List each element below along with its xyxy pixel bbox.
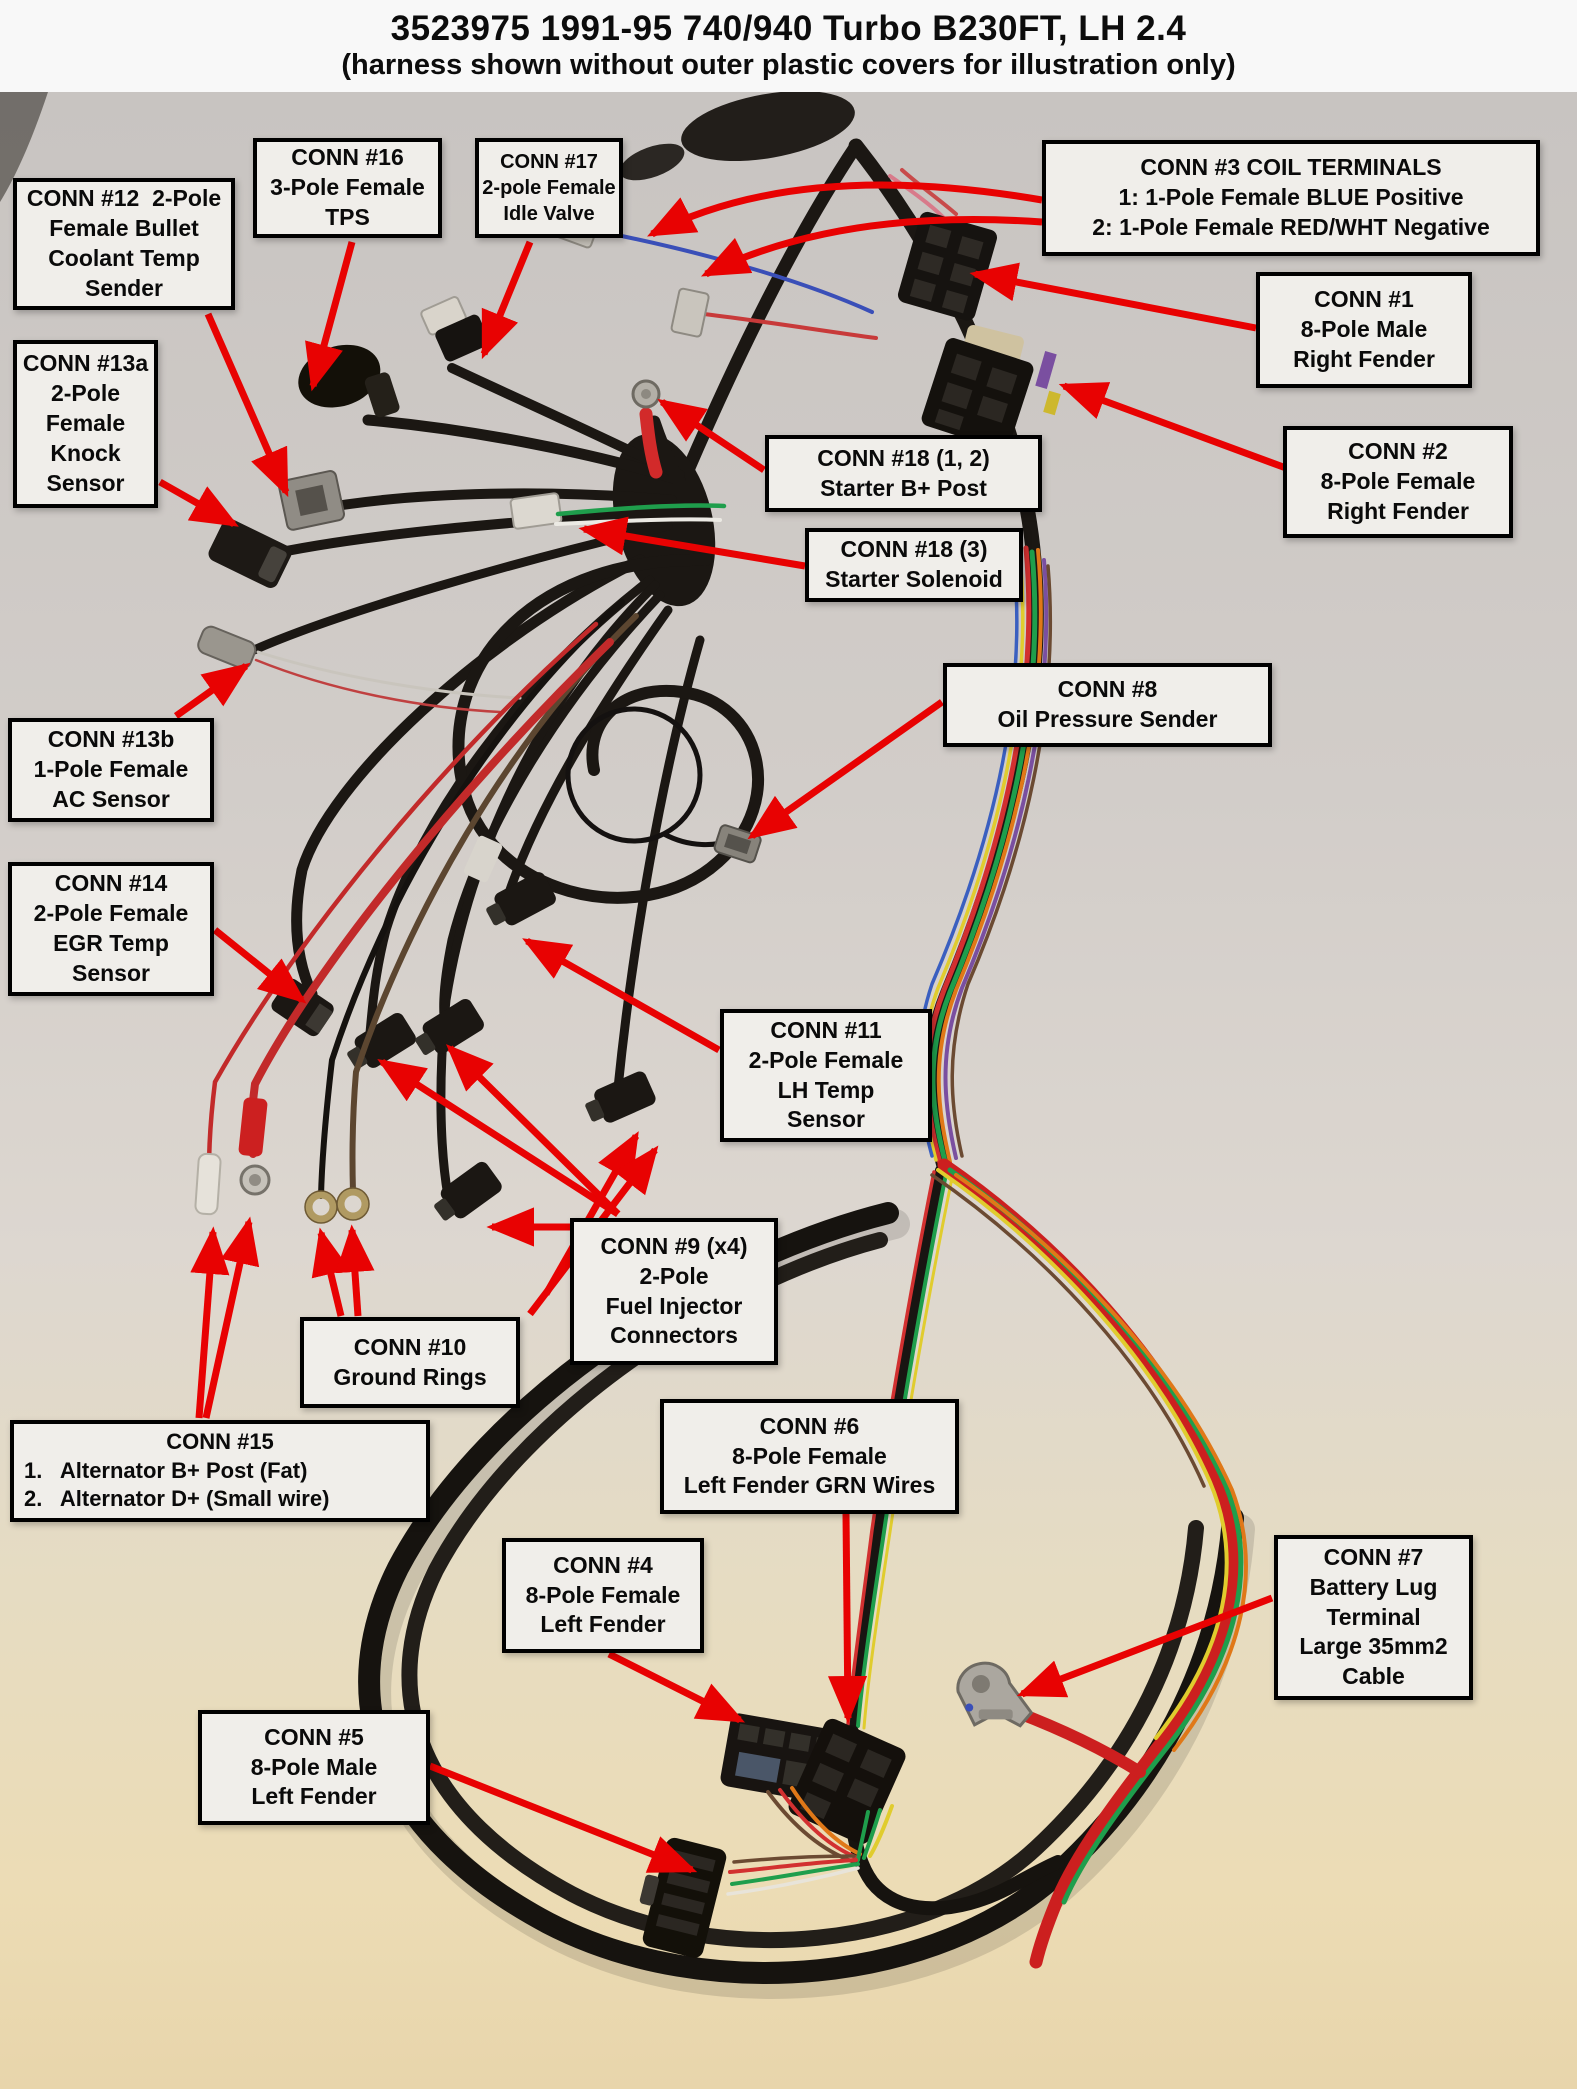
page-subtitle: (harness shown without outer plastic covers for illustration only) — [341, 49, 1236, 82]
callout-text: 2-Pole Female — [33, 900, 189, 927]
callout-text: 8-Pole Female — [1320, 468, 1476, 495]
callout-text: CONN #17 — [500, 151, 598, 173]
callout-text: 2: 1-Pole Female RED/WHT Negative — [1092, 213, 1490, 240]
callout-text: CONN #10 — [353, 1333, 467, 1360]
callout-text: TPS — [325, 203, 370, 230]
callout-text: Starter B+ Post — [820, 474, 987, 501]
callout-text: 2-Pole — [639, 1262, 709, 1289]
callout-text: Sensor — [72, 959, 150, 986]
callout-text: Left Fender — [251, 1783, 377, 1810]
coolant-temp-connector — [278, 470, 345, 531]
callout-text: Coolant Temp — [48, 245, 200, 271]
callout-text: 8-Pole Female — [732, 1442, 887, 1469]
callout-text: Cable — [1342, 1663, 1405, 1690]
callout-text: 8-Pole Male — [250, 1753, 378, 1780]
callout-text: LH Temp — [777, 1076, 875, 1103]
callout-text: Knock — [50, 439, 121, 466]
callout-text: AC Sensor — [52, 785, 170, 812]
callout-text: Oil Pressure Sender — [997, 706, 1218, 732]
callout-text: 3-Pole Female — [270, 174, 425, 201]
callout-text: CONN #1 — [1314, 286, 1414, 313]
callout-text: Female — [45, 410, 126, 437]
callout-text: 2-Pole — [50, 380, 121, 407]
callout-text: 2-Pole Female — [748, 1046, 904, 1073]
callout-text: Right Fender — [1293, 345, 1435, 372]
callout-text: 1. Alternator B+ Post (Fat) — [24, 1457, 308, 1483]
callout-text: CONN #14 — [54, 870, 168, 897]
callout-text: CONN #11 — [770, 1016, 882, 1043]
callout-text: CONN #13b — [47, 726, 175, 753]
callout-text: CONN #18 (1, 2) — [817, 444, 990, 471]
callout-text: 1: 1-Pole Female BLUE Positive — [1118, 184, 1464, 211]
callout-text: CONN #16 — [291, 144, 404, 171]
callout-text: CONN #7 — [1323, 1543, 1424, 1570]
callout-text: CONN #8 — [1057, 676, 1158, 703]
callout-text: EGR Temp — [53, 930, 169, 956]
callout-text: Left Fender GRN Wires — [683, 1472, 936, 1499]
callout-text: Connectors — [610, 1322, 738, 1349]
pointer-arrow — [846, 1514, 848, 1718]
callout-text: Fuel Injector — [605, 1292, 743, 1319]
page-title: 3523975 1991-95 740/940 Turbo B230FT, LH 2.4 — [390, 9, 1187, 49]
callout-text: CONN #13a — [22, 350, 149, 377]
callout-text: CONN #3 COIL TERMINALS — [1140, 154, 1442, 181]
callout-text: 1-Pole Female — [33, 756, 189, 783]
callout-text: 8-Pole Male — [1300, 316, 1428, 343]
alternator-dplus-bullet — [195, 1153, 221, 1214]
callout-text: CONN #2 — [1348, 438, 1448, 465]
callout-text: Ground Rings — [333, 1363, 487, 1390]
callout-text: 2. Alternator D+ (Small wire) — [24, 1486, 330, 1512]
title-strip — [0, 0, 1577, 92]
callout-text: CONN #5 — [264, 1723, 364, 1750]
callout-text: Terminal — [1326, 1603, 1421, 1630]
callout-text: Large 35mm2 — [1299, 1633, 1448, 1660]
callout-text: 2-pole Female — [482, 177, 616, 199]
callout-text: Battery Lug — [1309, 1573, 1438, 1600]
callout-text: Sender — [85, 274, 163, 301]
callout-text: Sensor — [787, 1106, 865, 1133]
callout-text: Right Fender — [1327, 497, 1469, 524]
callout-text: 8-Pole Female — [525, 1581, 681, 1608]
callout-text: Idle Valve — [503, 203, 595, 225]
callout-text: Female Bullet — [49, 215, 199, 242]
callout-text: CONN #6 — [759, 1412, 860, 1439]
callout-text: Sensor — [46, 469, 125, 496]
callout-text: Left Fender — [540, 1611, 666, 1638]
callout-text: CONN #12 2-Pole — [26, 185, 222, 212]
callout-text: CONN #18 (3) — [840, 536, 988, 563]
callout-text: CONN #4 — [553, 1551, 653, 1578]
callout-text: CONN #9 (x4) — [600, 1232, 748, 1259]
callout-text: Starter Solenoid — [825, 566, 1003, 592]
callout-text: CONN #15 — [166, 1429, 274, 1455]
